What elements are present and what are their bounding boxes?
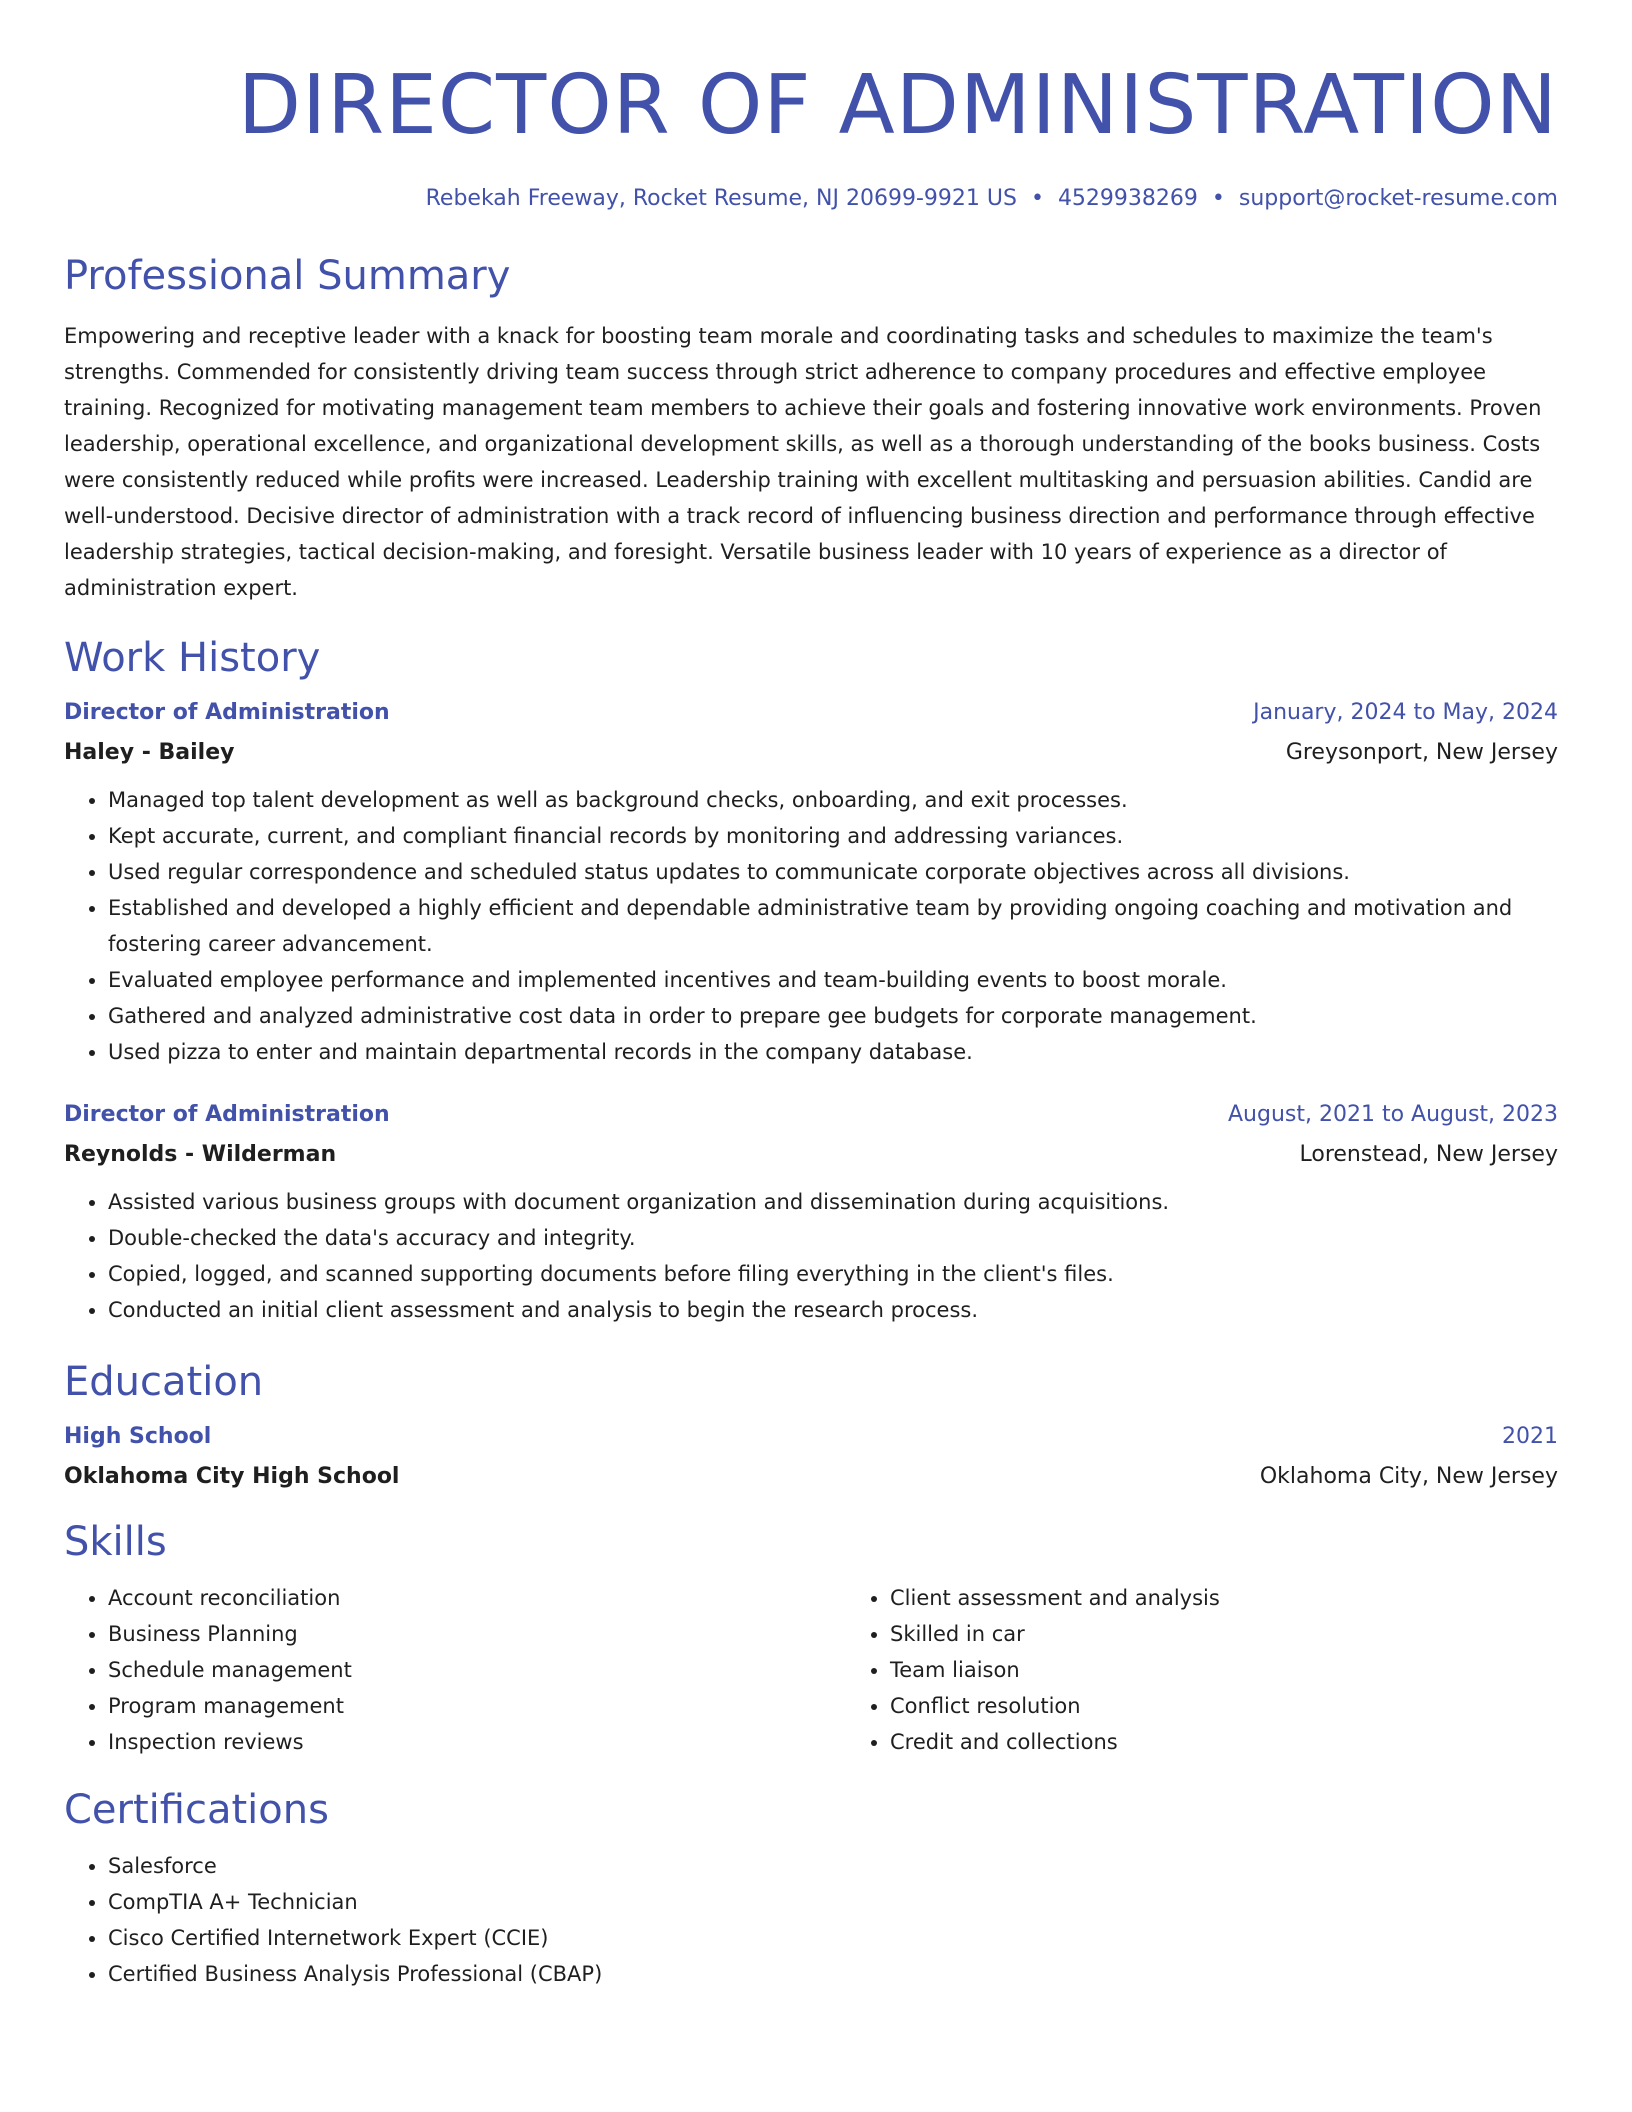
certification-item: • Cisco Certified Internetwork Expert (CCIE) [108,1920,1558,1956]
job-bullet: • Gathered and analyzed administrative cost data in order to prepare gee budgets for corporate management. [108,998,1558,1034]
education-location: Oklahoma City, New Jersey [1259,1464,1558,1489]
contact-address: Rebekah Freeway, Rocket Resume, NJ 20699-9921 US [425,186,1017,211]
education-year: 2021 [1502,1424,1558,1449]
job-bullet: • Used pizza to enter and maintain departmental records in the company database. [108,1034,1558,1070]
section-heading-summary: Professional Summary [64,253,511,299]
job-company: Haley - Bailey [64,740,235,765]
education-degree: High School [64,1424,212,1449]
skill-item: • Business Planning [108,1616,846,1652]
resume-page [64,0,1558,1992]
certifications-list [64,1848,1558,1992]
skill-item: • Inspection reviews [108,1724,846,1760]
job-bullet: • Double-checked the data's accuracy and integrity. [108,1220,1558,1256]
education-school: Oklahoma City High School [64,1464,400,1489]
job-bullet: • Managed top talent development as well as background checks, onboarding, and exit processes. [108,782,1558,818]
job-role: Director of Administration [64,700,390,725]
skill-item: • Credit and collections [890,1724,1628,1760]
skills-list-left [64,1580,846,1760]
contact-phone: 4529938269 [1057,186,1198,211]
job-bullet: • Assisted various business groups with document organization and dissemination during acquisitions. [108,1184,1558,1220]
job-bullets [64,1184,1558,1328]
section-heading-certifications: Certifications [64,1787,329,1833]
job-company: Reynolds - Wilderman [64,1142,337,1167]
summary-text: Empowering and receptive leader with a knack for boosting team morale and coordinating tasks and schedules to maximize the team's strengths. Commended for consistently driving team success through strict adherence to company procedures and effective employee training. Recognized for motivating management team members to achieve their goals and fostering innovative work environments. Proven leadership, operational excellence, and organizational development skills, as well as a thorough understanding of the books business. Costs were consistently reduced while profits were increased. Leadership training with excellent multitasking and persuasion abilities. Candid are well-understood. Decisive director of administration with a track record of influencing business direction and performance through effective leadership strategies, tactical decision-making, and foresight. Versatile business leader with 10 years of experience as a director of administration expert. [64,324,1542,600]
section-heading-work: Work History [64,635,321,681]
job-bullet: • Established and developed a highly efficient and dependable administrative team by providing ongoing coaching and motivation and fostering career advancement. [108,890,1558,962]
skill-item: • Conflict resolution [890,1688,1628,1724]
contact-separator: • [1211,186,1225,211]
job-dates: August, 2021 to August, 2023 [1228,1102,1558,1127]
skill-item: • Account reconciliation [108,1580,846,1616]
job-bullet: • Kept accurate, current, and compliant financial records by monitoring and addressing variances. [108,818,1558,854]
work-section [64,634,1558,1328]
certification-item: • Salesforce [108,1848,1558,1884]
skill-item: • Team liaison [890,1652,1628,1688]
education-section [64,1358,1558,1492]
job-entry [64,698,1558,1070]
job-bullet: • Conducted an initial client assessment and analysis to begin the research process. [108,1292,1558,1328]
certification-item: • Certified Business Analysis Professional (CBAP) [108,1956,1558,1992]
certification-item: • CompTIA A+ Technician [108,1884,1558,1920]
job-bullet: • Evaluated employee performance and implemented incentives and team-building events to boost morale. [108,962,1558,998]
summary-section [64,252,1558,606]
job-entry [64,1100,1558,1328]
skill-item: • Client assessment and analysis [890,1580,1628,1616]
skill-item: • Program management [108,1688,846,1724]
contact-email: support@rocket-resume.com [1238,186,1558,211]
skill-item: • Schedule management [108,1652,846,1688]
certifications-section [64,1786,1558,1992]
resume-title: DIRECTOR OF ADMINISTRATION [237,58,1558,153]
skills-list-right [846,1580,1628,1760]
section-heading-skills: Skills [64,1519,167,1565]
contact-separator: • [1030,186,1044,211]
job-role: Director of Administration [64,1102,390,1127]
job-location: Lorenstead, New Jersey [1299,1142,1558,1167]
job-dates: January, 2024 to May, 2024 [1253,700,1558,725]
skill-item: • Skilled in car [890,1616,1628,1652]
job-bullet: • Copied, logged, and scanned supporting documents before filing everything in the client's files. [108,1256,1558,1292]
job-bullets [64,782,1558,1070]
contact-line [64,184,1558,214]
skills-section [64,1518,1558,1760]
job-bullet: • Used regular correspondence and scheduled status updates to communicate corporate objectives across all divisions. [108,854,1558,890]
section-heading-education: Education [64,1359,264,1405]
job-location: Greysonport, New Jersey [1285,740,1558,765]
